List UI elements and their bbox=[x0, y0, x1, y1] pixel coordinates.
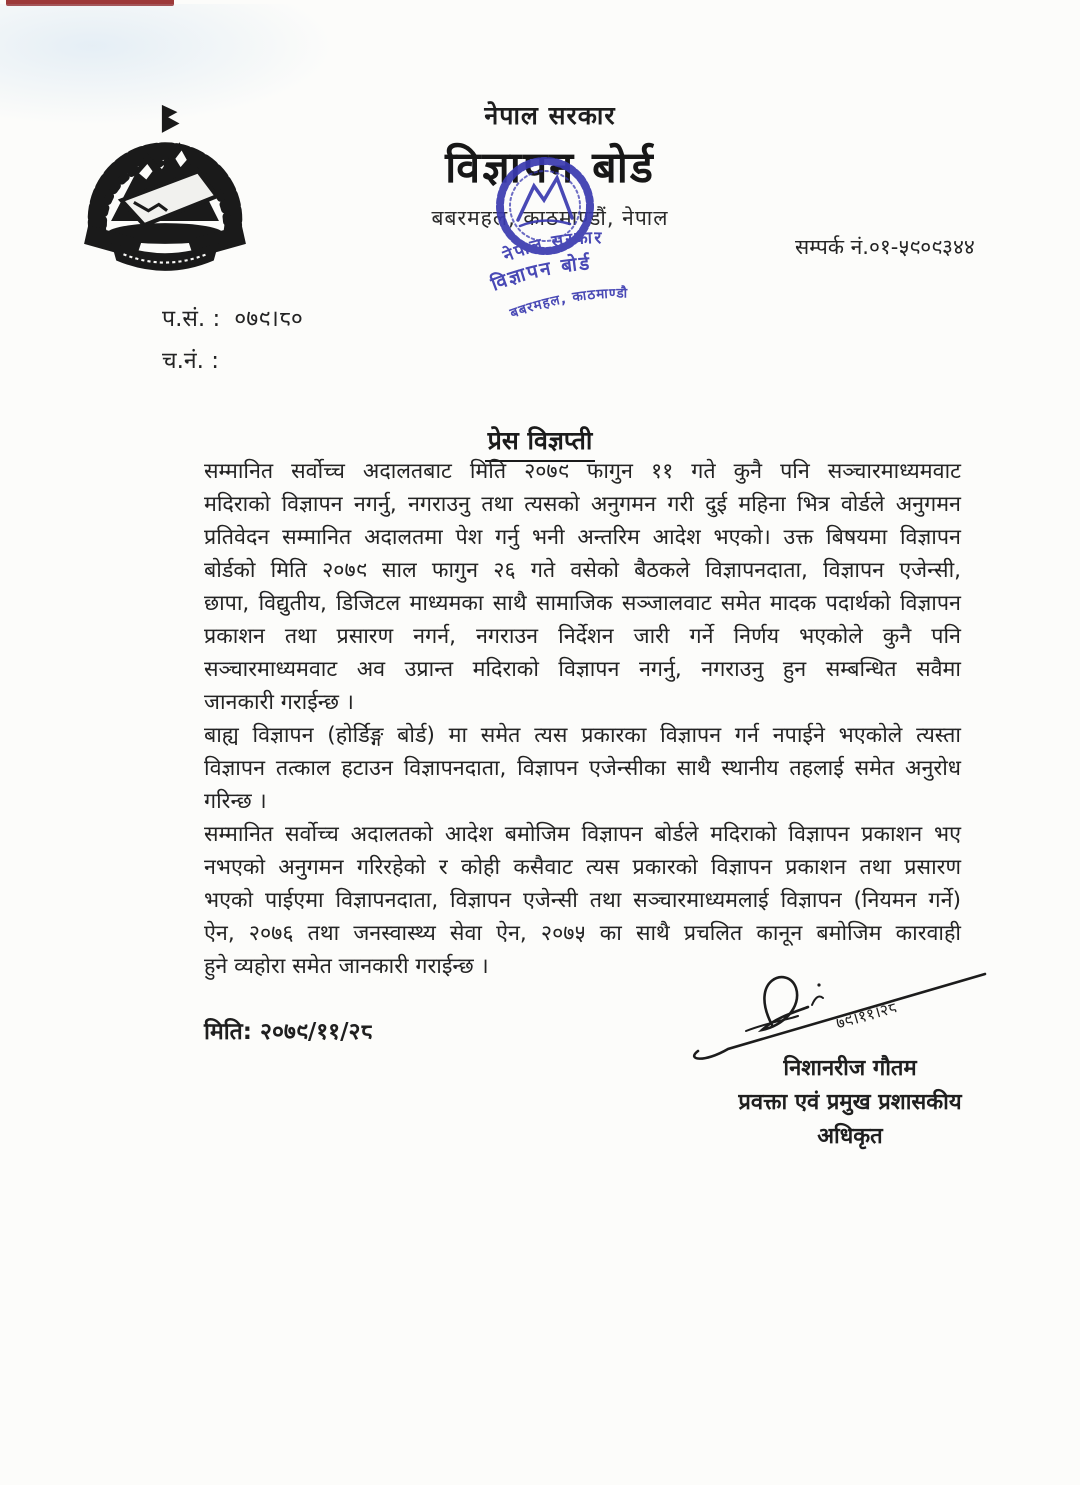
stamp-mountain-icon bbox=[518, 178, 572, 220]
signer-name: निशानरीज गौतम bbox=[783, 1056, 917, 1081]
body-line: मदिराको विज्ञापन नगर्नु, नगराउनु तथा त्यसको अनुगमन गरी दुई महिना भित्र वोर्डले अनुगमन bbox=[204, 492, 961, 517]
body-line: बाह्य विज्ञापन (होर्डिङ्ग बोर्ड) मा समेत त्यस प्रकारका विज्ञापन गर्न नपाईने भएकोले त्यस्ता bbox=[204, 723, 961, 748]
ref-patra-sankhya bbox=[162, 298, 303, 340]
body-line: छापा, विद्युतीय, डिजिटल माध्यमका साथै सामाजिक सञ्जालवाट समेत मादक पदार्थको विज्ञापन bbox=[204, 591, 961, 616]
letter-date: मिति: २०७९/११/२८ bbox=[204, 1019, 373, 1045]
press-release-title: प्रेस विज्ञप्ती bbox=[485, 423, 596, 462]
paragraph-1 bbox=[204, 455, 961, 719]
body-line: नभएको अनुगमन गरिरहेको र कोही कसैवाट त्यस प्रकारको विज्ञापन प्रकाशन तथा प्रसारण bbox=[204, 855, 961, 880]
svg-text:बबरमहल, काठमाण्डौ bbox=[507, 285, 628, 323]
body-line: गरिन्छ । bbox=[204, 789, 267, 814]
stamp-text-government: नेपाल सरकार bbox=[500, 228, 604, 267]
signer-designation-line1: प्रवक्ता एवं प्रमुख प्रशासकीय bbox=[738, 1090, 962, 1115]
body-line: विज्ञापन तत्काल हटाउन विज्ञापनदाता, विज्ञापन एजेन्सीका साथै स्थानीय तहलाई समेत अनुरोध bbox=[204, 756, 961, 781]
signer-designation-line2: अधिकृत bbox=[817, 1124, 883, 1149]
stamp-text-address: बबरमहल, काठमाण्डौ bbox=[507, 285, 629, 322]
letter-body bbox=[204, 455, 961, 983]
paragraph-2 bbox=[204, 719, 961, 818]
signature-handwritten-date: ७९।११।२८ bbox=[833, 997, 899, 1033]
body-line: प्रकाशन तथा प्रसारण नगर्न, नगराउन निर्देशन जारी गर्ने निर्णय भएकोले कुनै पनि bbox=[204, 624, 961, 649]
ref-chalani-number bbox=[162, 340, 303, 382]
body-line: हुने व्यहोरा समेत जानकारी गराईन्छ । bbox=[204, 954, 489, 979]
signer-block bbox=[690, 1052, 1010, 1154]
stamp-text-office: विज्ञापन बोर्ड bbox=[488, 252, 593, 296]
body-line: सञ्चारमाध्यमवाट अव उप्रान्त मदिराको विज्ञापन नगर्नु, नगराउनु हुन सम्बन्धित सवैमा bbox=[204, 657, 961, 682]
ref-chalani-label: च.नं. : bbox=[162, 348, 220, 374]
ref-patra-value: ०७९।८० bbox=[234, 306, 303, 332]
government-name: नेपाल सरकार bbox=[484, 101, 616, 130]
office-address: बबरमहल, काठमाण्डौं, नेपाल bbox=[431, 206, 669, 230]
body-line: सम्मानित सर्वोच्च अदालतबाट मिति २०७९ फागुन ११ गते कुनै पनि सञ्चारमाध्यमवाट bbox=[204, 459, 961, 484]
scan-artifact-strip bbox=[6, 0, 174, 6]
office-name: विज्ञापन बोर्ड bbox=[445, 143, 655, 193]
body-line: भएको पाईएमा विज्ञापनदाता, विज्ञापन एजेन्सी तथा सञ्चारमाध्यमलाई विज्ञापन (नियमन गर्ने) bbox=[204, 888, 961, 913]
body-line: प्रतिवेदन सम्मानित अदालतमा पेश गर्नु भनी अन्तरिम आदेश भएको। उक्त बिषयमा विज्ञापन bbox=[204, 525, 961, 550]
contact-number: सम्पर्क नं.०१-५९०९३४४ bbox=[795, 235, 975, 259]
reference-block bbox=[162, 298, 303, 382]
body-line: बोर्डको मिति २०७९ साल फागुन २६ गते वसेको बैठकले विज्ञापनदाता, विज्ञापन एजेन्सी, bbox=[204, 558, 961, 583]
body-line: ऐन, २०७६ तथा जनस्वास्थ्य सेवा ऐन, २०७५ का साथै प्रचलित कानून बमोजिम कारवाही bbox=[204, 921, 961, 946]
nepal-government-emblem-icon bbox=[82, 96, 248, 288]
paragraph-3 bbox=[204, 818, 961, 983]
official-stamp bbox=[468, 148, 724, 324]
body-line: सम्मानित सर्वोच्च अदालतको आदेश बमोजिम विज्ञापन बोर्डले मदिराको विज्ञापन प्रकाशन भए bbox=[204, 822, 961, 847]
body-line: जानकारी गराईन्छ । bbox=[204, 690, 354, 715]
ref-patra-label: प.सं. : bbox=[162, 306, 221, 332]
